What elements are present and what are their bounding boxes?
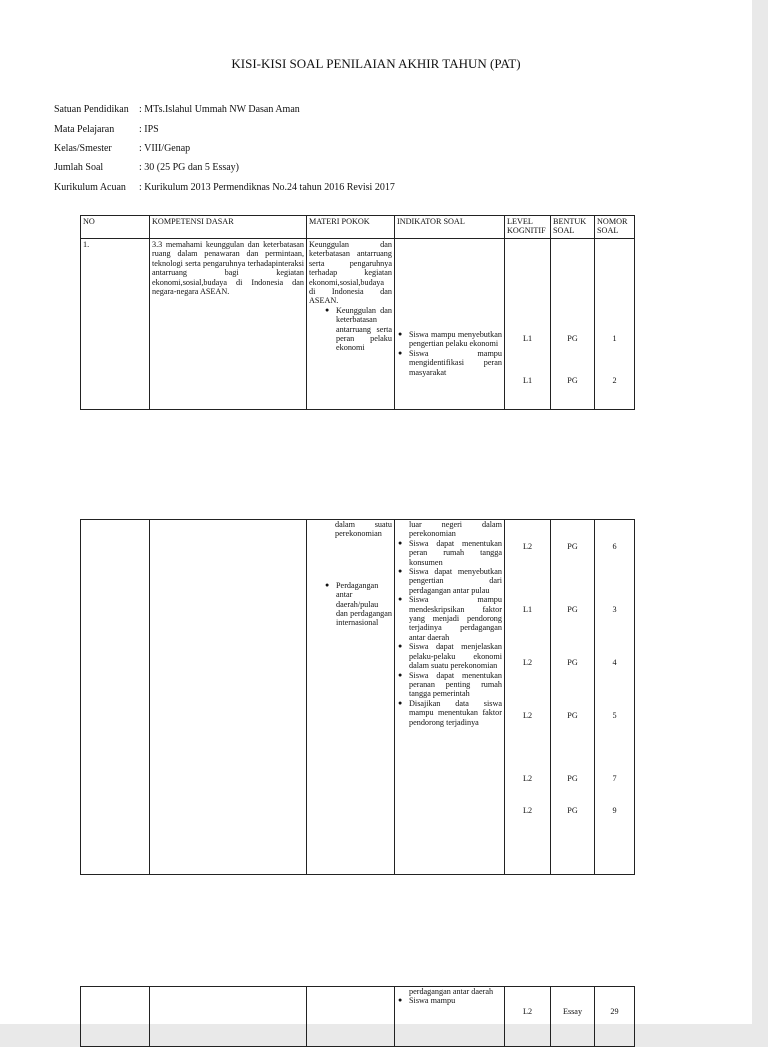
list-item: ● Siswa mampu mengidentifikasi peran masyarakat xyxy=(397,349,502,377)
bentuk-value: PG xyxy=(567,376,578,385)
info-value: : VIII/Genap xyxy=(139,142,191,154)
bentuk-value: PG xyxy=(567,806,578,815)
level-value: L2 xyxy=(522,658,533,667)
cell-bentuk xyxy=(551,987,595,1047)
indikator-list xyxy=(397,330,502,377)
info-row xyxy=(54,158,395,177)
level-value: L1 xyxy=(522,334,533,343)
level-value: L2 xyxy=(522,1007,533,1016)
nomor-value: 1 xyxy=(612,334,617,343)
list-item: ● Keunggulan dan keterbatasan antarruang serta peran pelaku ekonomi xyxy=(324,306,392,353)
cell-no xyxy=(81,987,150,1047)
cell-nomor xyxy=(595,239,635,410)
list-item: ● Disajikan data siswa mampu menentukan faktor pendorong terjadinya xyxy=(397,699,502,727)
header-bentuk-soal: BENTUK SOAL xyxy=(551,216,595,239)
info-block xyxy=(54,100,395,197)
nomor-value: 5 xyxy=(612,711,617,720)
table-header-row xyxy=(81,216,635,239)
info-row xyxy=(54,178,395,197)
kisi-table-part-3 xyxy=(80,986,635,1047)
cell-no xyxy=(81,520,150,875)
cell-indikator xyxy=(395,239,505,410)
indikator-list xyxy=(397,539,502,727)
header-level-kognitif: LEVEL KOGNITIF xyxy=(505,216,551,239)
cell-level xyxy=(505,520,551,875)
list-item: ● Siswa mampu mendeskripsikan faktor yang menjadi pendorong terjadinya perdagangan antar daerah xyxy=(397,595,502,642)
level-value: L2 xyxy=(522,711,533,720)
nomor-value: 29 xyxy=(610,1007,619,1016)
nomor-value: 7 xyxy=(612,774,617,783)
list-item: ● Siswa mampu xyxy=(397,996,502,1005)
cell-nomor xyxy=(595,987,635,1047)
nomor-value: 4 xyxy=(612,658,617,667)
nomor-value: 2 xyxy=(612,376,617,385)
list-item: ● Siswa dapat menyebutkan pengertian dari perdagangan antar pulau xyxy=(397,567,502,595)
bentuk-value: Essay xyxy=(562,1007,583,1016)
info-label: Jumlah Soal xyxy=(54,162,104,174)
level-value: L2 xyxy=(522,806,533,815)
info-row xyxy=(54,139,395,158)
indikator-continued: luar negeri dalam perekonomian xyxy=(409,520,502,539)
kisi-table-part-2 xyxy=(80,519,635,875)
bentuk-value: PG xyxy=(567,658,578,667)
bentuk-value: PG xyxy=(567,774,578,783)
table-row xyxy=(81,239,635,410)
info-value: : Kurikulum 2013 Permendiknas No.24 tahun 2016 Revisi 2017 xyxy=(139,181,395,193)
header-nomor-soal: NOMOR SOAL xyxy=(595,216,635,239)
info-value: : 30 (25 PG dan 5 Essay) xyxy=(139,162,239,174)
level-value: L2 xyxy=(522,774,533,783)
cell-nomor xyxy=(595,520,635,875)
cell-kompetensi-dasar xyxy=(150,987,307,1047)
nomor-value: 9 xyxy=(612,806,617,815)
materi-list xyxy=(324,306,392,353)
indikator-continued: perdagangan antar daerah xyxy=(409,987,494,996)
cell-bentuk xyxy=(551,520,595,875)
list-item: ● Perdagangan antar daerah/pulau dan perdagangan internasional xyxy=(324,581,392,628)
nomor-value: 3 xyxy=(612,605,617,614)
header-materi-pokok: MATERI POKOK xyxy=(307,216,395,239)
list-item: ● Siswa dapat menentukan peranan penting rumah tangga pemerintah xyxy=(397,671,502,699)
cell-indikator xyxy=(395,987,505,1047)
cell-materi-pokok xyxy=(307,520,395,875)
materi-list xyxy=(324,581,392,628)
materi-continued: dalam suatu perekonomian xyxy=(335,520,392,539)
cell-level xyxy=(505,987,551,1047)
cell-level xyxy=(505,239,551,410)
info-label: Mata Pelajaran xyxy=(54,123,115,135)
bentuk-value: PG xyxy=(567,334,578,343)
cell-kompetensi-dasar xyxy=(150,520,307,875)
info-value: : IPS xyxy=(139,123,159,135)
cell-no: 1. xyxy=(81,239,150,410)
info-row xyxy=(54,100,395,119)
cell-indikator xyxy=(395,520,505,875)
cell-materi-pokok xyxy=(307,987,395,1047)
list-item: ● Siswa dapat menentukan peran rumah tangga konsumen xyxy=(397,539,502,567)
header-kompetensi-dasar: KOMPETENSI DASAR xyxy=(150,216,307,239)
list-item: ● Siswa mampu menyebutkan pengertian pelaku ekonomi xyxy=(397,330,502,349)
cell-kompetensi-dasar: 3.3 memahami keunggulan dan keterbatasan ruang dalam penawaran dan permintaan, teknologi serta pengaruhnya terhadapinteraksi antarruang bagi kegiatan ekonomi,sosial,budaya di Indonesia dan negara-negara ASEAN. xyxy=(150,239,307,410)
bentuk-value: PG xyxy=(567,542,578,551)
indikator-list xyxy=(397,996,502,1005)
header-no: NO xyxy=(81,216,150,239)
level-value: L2 xyxy=(522,542,533,551)
materi-intro: Keunggulan dan keterbatasan antarruang serta pengaruhnya terhadap kegiatan ekonomi,sosial,budaya di Indonesia dan ASEAN. xyxy=(309,240,392,306)
info-label: Kurikulum Acuan xyxy=(54,181,126,193)
level-value: L1 xyxy=(522,605,533,614)
list-item: ● Siswa dapat menjelaskan pelaku-pelaku ekonomi dalam suatu perekonomian xyxy=(397,642,502,670)
bentuk-value: PG xyxy=(567,711,578,720)
nomor-value: 6 xyxy=(612,542,617,551)
info-label: Kelas/Smester xyxy=(54,142,112,154)
info-value: : MTs.Islahul Ummah NW Dasan Aman xyxy=(139,104,300,116)
cell-bentuk xyxy=(551,239,595,410)
header-indikator-soal: INDIKATOR SOAL xyxy=(395,216,505,239)
info-row xyxy=(54,119,395,138)
cell-materi-pokok xyxy=(307,239,395,410)
level-value: L1 xyxy=(522,376,533,385)
info-label: Satuan Pendidikan xyxy=(54,104,129,116)
page-title: KISI-KISI SOAL PENILAIAN AKHIR TAHUN (PAT) xyxy=(231,56,521,71)
kisi-table-part-1 xyxy=(80,215,635,410)
table-row xyxy=(81,987,635,1047)
table-row xyxy=(81,520,635,875)
bentuk-value: PG xyxy=(567,605,578,614)
